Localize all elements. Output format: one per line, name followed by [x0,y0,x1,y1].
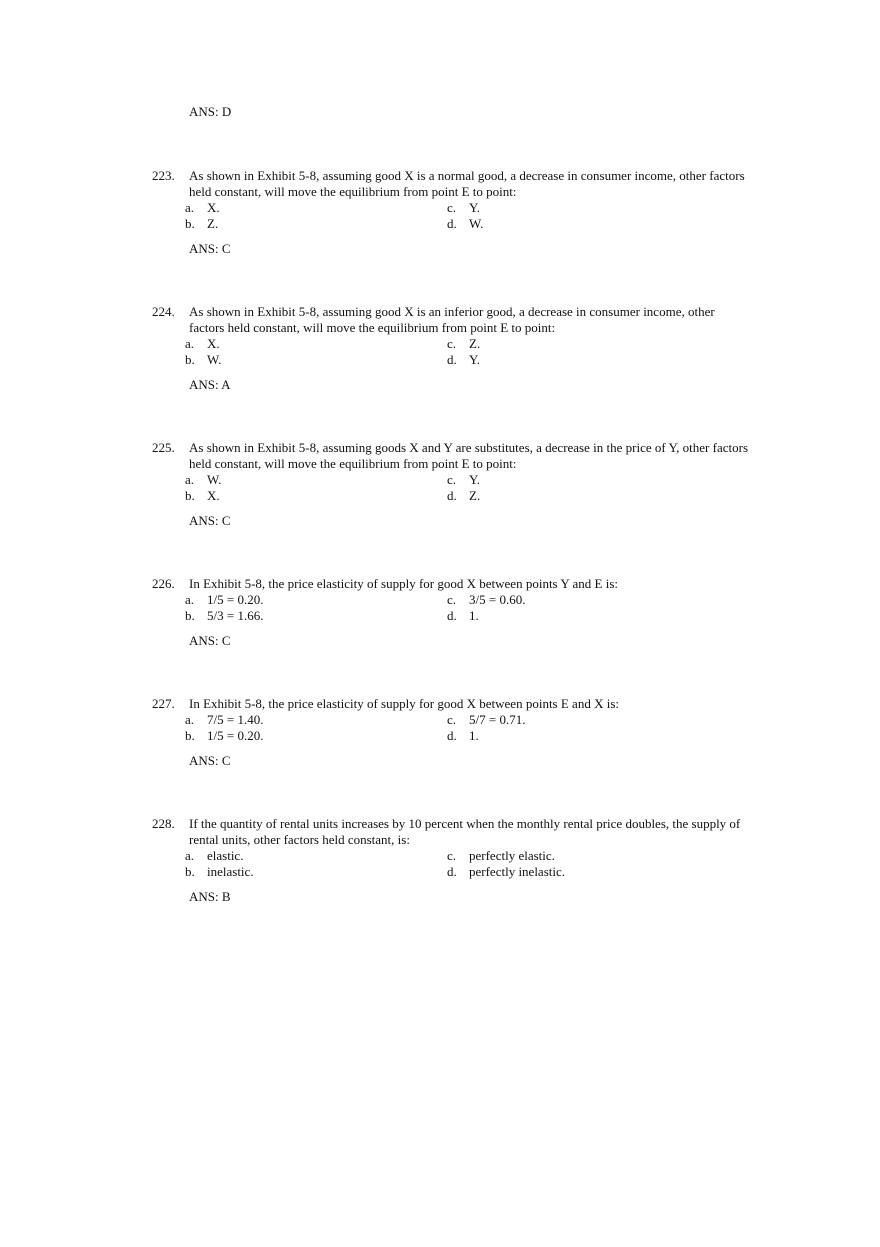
choice-label: a. [185,336,195,351]
answer: ANS: A [189,377,231,392]
question-number: 227. [152,696,175,711]
question-text: If the quantity of rental units increases by 10 percent when the monthly rental price doubles, the supply of rental units, other factors held constant, is: [189,816,741,847]
choices [185,200,752,231]
choice-label: b. [185,487,195,503]
question-226 [152,576,752,649]
choice-label: a. [185,848,195,863]
choice-b [185,216,447,232]
choice-label: d. [447,215,457,231]
choice-text: 1. [469,607,479,623]
question-text: In Exhibit 5-8, the price elasticity of supply for good X between points Y and E is: [189,576,619,591]
choice-label: d. [447,607,457,623]
choice-a [185,592,447,608]
choice-c [447,200,647,216]
choices [185,848,752,879]
choice-text: W. [207,351,222,367]
choice-text: Z. [207,215,219,231]
answer: ANS: C [189,633,231,648]
question-number: 224. [152,304,175,319]
question-text: As shown in Exhibit 5-8, assuming good X is an inferior good, a decrease in consumer income, other factors held constant, will move the equilibrium from point E to point: [189,304,715,335]
choice-text: 1/5 = 0.20. [207,727,264,743]
choice-label: a. [185,472,195,487]
choice-c [447,336,647,352]
choice-text: 5/7 = 0.71. [469,712,526,727]
choice-label: b. [185,215,195,231]
question-224 [152,304,752,393]
question-stem [152,576,752,592]
choice-b [185,488,447,504]
choice-a [185,848,447,864]
choice-label: b. [185,727,195,743]
choice-text: 3/5 = 0.60. [469,592,526,607]
choice-b [185,728,447,744]
choice-label: d. [447,727,457,743]
choice-a [185,712,447,728]
question-number: 225. [152,440,175,455]
choices [185,336,752,367]
choice-label: d. [447,351,457,367]
choice-label: c. [447,848,457,863]
choice-label: c. [447,712,457,727]
choice-c [447,848,647,864]
choice-c [447,712,647,728]
answer: ANS: C [189,753,231,768]
choice-label: c. [447,592,457,607]
choice-d [447,608,647,624]
choice-d [447,352,647,368]
choice-text: Z. [469,336,481,351]
question-text: In Exhibit 5-8, the price elasticity of supply for good X between points E and X is: [189,696,619,711]
choice-d [447,216,647,232]
question-227 [152,696,752,769]
choice-label: b. [185,351,195,367]
choice-d [447,728,647,744]
answer: ANS: B [189,889,231,904]
question-text: As shown in Exhibit 5-8, assuming good X is a normal good, a decrease in consumer income, other factors held constant, will move the equilibrium from point E to point: [189,168,745,199]
question-number: 228. [152,816,175,831]
choice-b [185,608,447,624]
choices [185,712,752,743]
question-223 [152,168,752,257]
answer-previous: ANS: D [189,104,232,119]
choice-text: 1. [469,727,479,743]
choice-text: Y. [469,472,480,487]
choice-text: 1/5 = 0.20. [207,592,264,607]
choice-c [447,592,647,608]
choice-label: c. [447,336,457,351]
answer: ANS: C [189,241,231,256]
choice-text: 7/5 = 1.40. [207,712,264,727]
question-stem [152,304,752,336]
question-stem [152,168,752,200]
question-stem [152,440,752,472]
choice-label: a. [185,200,195,215]
choice-text: elastic. [207,848,244,863]
question-225 [152,440,752,529]
choice-a [185,200,447,216]
choice-label: b. [185,607,195,623]
choice-a [185,336,447,352]
question-228 [152,816,752,905]
choice-text: X. [207,487,220,503]
question-stem [152,816,752,848]
answer: ANS: C [189,513,231,528]
choice-label: a. [185,592,195,607]
question-number: 226. [152,576,175,591]
choice-text: Y. [469,200,480,215]
question-stem [152,696,752,712]
choice-a [185,472,447,488]
choice-text: X. [207,336,220,351]
choice-text: perfectly elastic. [469,848,555,863]
choice-label: b. [185,863,195,879]
choice-c [447,472,647,488]
choice-b [185,352,447,368]
choices [185,592,752,623]
choice-label: a. [185,712,195,727]
choice-text: 5/3 = 1.66. [207,607,264,623]
choice-d [447,488,647,504]
choice-label: d. [447,863,457,879]
question-number: 223. [152,168,175,183]
choice-label: d. [447,487,457,503]
choice-text: perfectly inelastic. [469,863,566,879]
choice-label: c. [447,200,457,215]
choices [185,472,752,503]
question-text: As shown in Exhibit 5-8, assuming goods X and Y are substitutes, a decrease in the price of Y, other factors held constant, will move the equilibrium from point E to point: [189,440,748,471]
choice-text: Y. [469,351,480,367]
choice-text: X. [207,200,220,215]
choice-text: inelastic. [207,863,254,879]
choice-text: W. [469,215,484,231]
choice-text: Z. [469,487,481,503]
choice-d [447,864,647,880]
choice-label: c. [447,472,457,487]
choice-text: W. [207,472,222,487]
choice-b [185,864,447,880]
